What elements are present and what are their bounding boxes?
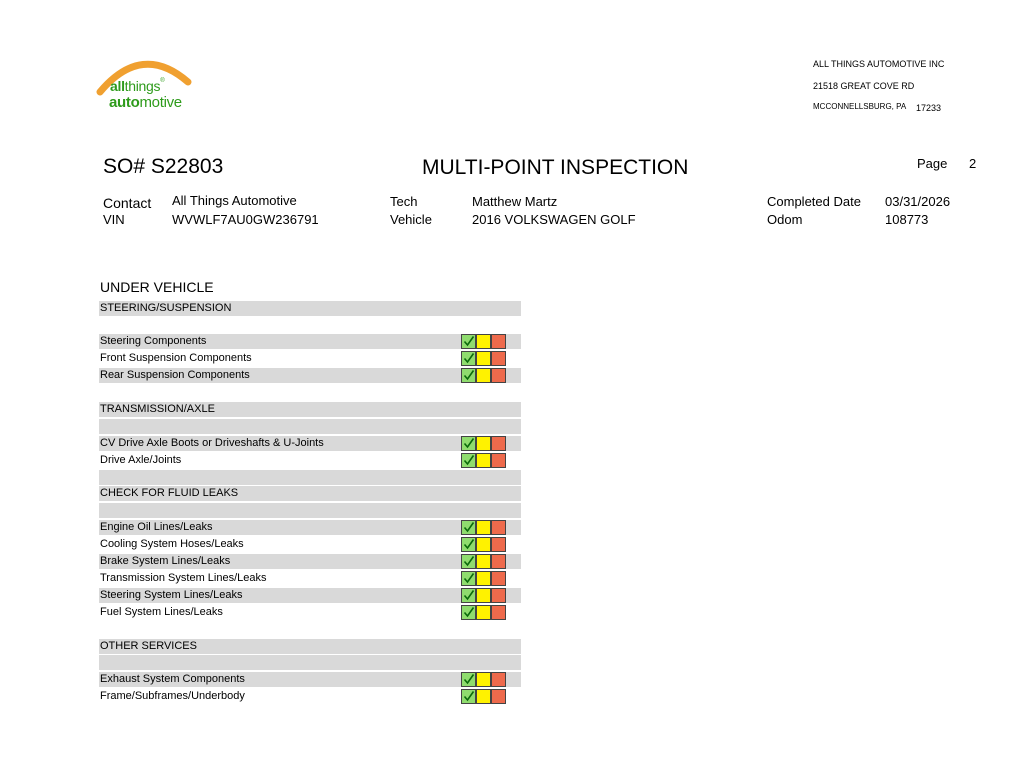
check-icon: [463, 454, 475, 466]
inspection-item-label: Transmission System Lines/Leaks: [100, 571, 267, 584]
tech-value: Matthew Martz: [472, 194, 558, 209]
check-icon: [463, 589, 475, 601]
inspection-item-label: Rear Suspension Components: [100, 369, 250, 382]
spacer-row: [99, 503, 521, 518]
status-green-box: [461, 605, 476, 620]
status-green-box: [461, 571, 476, 586]
spacer-row: [99, 419, 521, 434]
check-icon: [463, 673, 475, 685]
company-name: ALL THINGS AUTOMOTIVE INC: [813, 59, 945, 69]
inspection-item-label: Frame/Subframes/Underbody: [100, 690, 245, 703]
completed-date-value: 03/31/2026: [885, 194, 951, 209]
status-green-box: [461, 554, 476, 569]
inspection-item-label: Fuel System Lines/Leaks: [100, 605, 223, 618]
inspection-item: [99, 588, 521, 603]
company-zip: 17233: [916, 103, 942, 113]
status-red-box: [491, 368, 506, 383]
inspection-item: [99, 334, 521, 349]
spacer-row: [99, 385, 521, 400]
status-red-box: [491, 689, 506, 704]
status-yellow-box: [476, 689, 491, 704]
status-yellow-box: [476, 520, 491, 535]
status-red-box: [491, 588, 506, 603]
vin-label: VIN: [103, 212, 125, 227]
status-yellow-box: [476, 554, 491, 569]
status-red-box: [491, 436, 506, 451]
page-label: Page: [917, 156, 948, 171]
status-yellow-box: [476, 537, 491, 552]
check-icon: [463, 690, 475, 702]
inspection-item: [99, 672, 521, 687]
check-icon: [463, 606, 475, 618]
inspection-item-label: Drive Axle/Joints: [100, 453, 182, 466]
company-logo: [96, 56, 196, 116]
status-yellow-box: [476, 351, 491, 366]
vehicle-label: Vehicle: [390, 212, 432, 227]
status-red-box: [491, 672, 506, 687]
check-icon: [463, 437, 475, 449]
status-green-box: [461, 672, 476, 687]
check-icon: [463, 538, 475, 550]
inspection-item-label: CV Drive Axle Boots or Driveshafts & U-Joints: [100, 436, 324, 449]
inspection-item: [99, 436, 521, 451]
status-yellow-box: [476, 436, 491, 451]
inspection-item: [99, 605, 521, 620]
section-title: UNDER VEHICLE: [100, 279, 214, 295]
inspection-item: [99, 689, 521, 704]
group-title: STEERING/SUSPENSION: [100, 301, 232, 314]
status-green-box: [461, 520, 476, 535]
inspection-item: [99, 537, 521, 552]
check-icon: [463, 521, 475, 533]
inspection-item-label: Steering Components: [100, 335, 207, 348]
inspection-item-label: Exhaust System Components: [100, 673, 245, 686]
status-red-box: [491, 453, 506, 468]
inspection-item: [99, 520, 521, 535]
check-icon: [463, 572, 475, 584]
group-header: [99, 402, 521, 417]
inspection-item-label: Cooling System Hoses/Leaks: [100, 538, 244, 551]
status-green-box: [461, 537, 476, 552]
tech-label: Tech: [390, 194, 418, 209]
odom-value: 108773: [885, 212, 929, 227]
group-header: [99, 486, 521, 501]
status-yellow-box: [476, 334, 491, 349]
service-order-number: SO# S22803: [103, 155, 224, 178]
group-header: [99, 639, 521, 654]
check-icon: [463, 352, 475, 364]
status-yellow-box: [476, 571, 491, 586]
contact-label: Contact: [103, 195, 152, 211]
inspection-item-label: Engine Oil Lines/Leaks: [100, 521, 213, 534]
company-city: MCCONNELLSBURG, PA: [813, 102, 907, 111]
status-green-box: [461, 453, 476, 468]
status-red-box: [491, 351, 506, 366]
inspection-item: [99, 351, 521, 366]
inspection-item: [99, 453, 521, 468]
status-yellow-box: [476, 453, 491, 468]
inspection-item-label: Front Suspension Components: [100, 352, 252, 365]
vin-value: WVWLF7AU0GW236791: [172, 212, 319, 227]
spacer-row: [99, 317, 521, 332]
company-address: 21518 GREAT COVE RD: [813, 81, 915, 91]
logo-line-1: allthings®: [110, 78, 165, 94]
inspection-item: [99, 571, 521, 586]
status-yellow-box: [476, 368, 491, 383]
status-green-box: [461, 334, 476, 349]
contact-value: All Things Automotive: [172, 193, 297, 208]
check-icon: [463, 369, 475, 381]
status-red-box: [491, 334, 506, 349]
status-green-box: [461, 368, 476, 383]
status-red-box: [491, 554, 506, 569]
inspection-item-label: Steering System Lines/Leaks: [100, 588, 243, 601]
logo-line-2: automotive: [109, 94, 182, 111]
odom-label: Odom: [767, 212, 803, 227]
status-yellow-box: [476, 672, 491, 687]
page-title: MULTI-POINT INSPECTION: [422, 156, 689, 179]
page-number: 2: [969, 156, 977, 171]
completed-date-label: Completed Date: [767, 194, 861, 209]
status-red-box: [491, 605, 506, 620]
spacer-row: [99, 622, 521, 637]
inspection-item: [99, 554, 521, 569]
check-icon: [463, 335, 475, 347]
group-title: CHECK FOR FLUID LEAKS: [100, 487, 239, 500]
status-green-box: [461, 588, 476, 603]
status-yellow-box: [476, 588, 491, 603]
group-title: TRANSMISSION/AXLE: [100, 402, 215, 415]
status-green-box: [461, 689, 476, 704]
vehicle-value: 2016 VOLKSWAGEN GOLF: [472, 212, 636, 227]
inspection-item: [99, 368, 521, 383]
status-red-box: [491, 571, 506, 586]
status-yellow-box: [476, 605, 491, 620]
group-title: OTHER SERVICES: [100, 639, 197, 652]
status-red-box: [491, 537, 506, 552]
check-icon: [463, 555, 475, 567]
status-green-box: [461, 351, 476, 366]
status-red-box: [491, 520, 506, 535]
spacer-row: [99, 470, 521, 485]
spacer-row: [99, 655, 521, 670]
inspection-item-label: Brake System Lines/Leaks: [100, 555, 231, 567]
status-green-box: [461, 436, 476, 451]
group-header: [99, 301, 521, 316]
